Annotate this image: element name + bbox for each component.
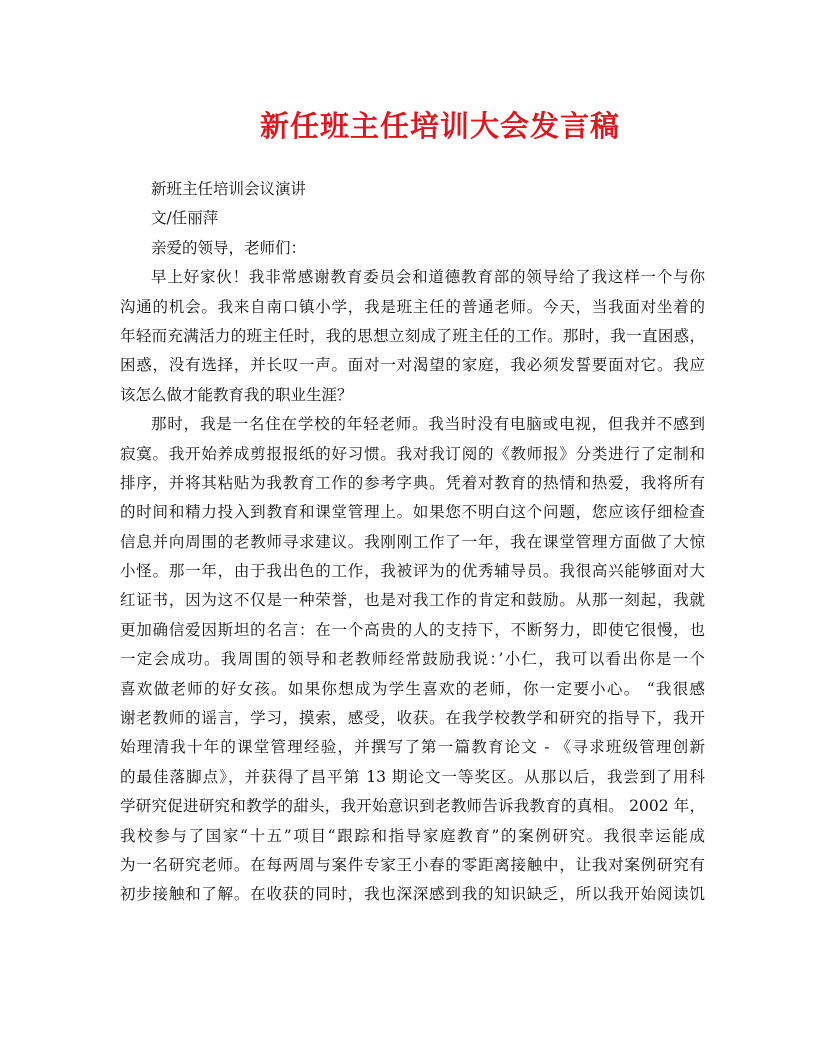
document-body: [120, 175, 705, 910]
paragraph-line: 排序，并将其粘贴为我教育工作的参考字典。凭着对教育的热情和热爱，我将所有: [120, 473, 705, 492]
paragraph-line: 始理清我十年的课堂管理经验，并撰写了第一篇教育论文 - 《寻求班级管理创新: [120, 738, 705, 757]
paragraph-line: 喜欢做老师的好女孩。如果你想成为学生喜欢的老师，你一定要小心。 “我很感: [120, 679, 705, 698]
paragraph-line: 寂寞。我开始养成剪报报纸的好习惯。我对我订阅的《教师报》分类进行了定制和: [120, 444, 705, 463]
paragraph-line: 初步接触和了解。在收获的同时，我也深深感到我的知识缺乏，所以我开始阅读饥: [120, 885, 705, 904]
paragraph-line: 红证书，因为这不仅是一种荣誉，也是对我工作的肯定和鼓励。从那一刻起，我就: [120, 591, 705, 610]
paragraph-line: 的时间和精力投入到教育和课堂管理上。如果您不明白这个问题，您应该仔细检查: [120, 503, 705, 522]
subtitle-line: 新班主任培训会议演讲: [151, 180, 307, 198]
paragraph-line: 年轻而充满活力的班主任时，我的思想立刻成了班主任的工作。那时，我一直困惑，: [120, 326, 705, 345]
salutation-line: 亲爱的领导，老师们：: [151, 238, 307, 257]
document-title: 新任班主任培训大会发言稿: [259, 109, 620, 143]
paragraph-line: 为一名研究老师。在每两周与案件专家王小春的零距离接触中，让我对案例研究有: [120, 855, 705, 874]
paragraph-line: 谢老教师的谣言，学习，摸索，感受，收获。在我学校教学和研究的指导下，我开: [120, 709, 705, 728]
paragraph-line: 一定会成功。我周围的领导和老教师经常鼓励我说：’小仁，我可以看出你是一个: [120, 650, 705, 669]
paragraph-line: 小怪。那一年，由于我出色的工作，我被评为的优秀辅导员。我很高兴能够面对大: [120, 562, 705, 581]
paragraph-line: 早上好家伙！我非常感谢教育委员会和道德教育部的领导给了我这样一个与你: [151, 268, 705, 287]
paragraph-line: 那时，我是一名住在学校的年轻老师。我当时没有电脑或电视，但我并不感到: [151, 415, 705, 434]
paragraph-line: 困惑，没有选择，并长叹一声。面对一对渴望的家庭，我必须发誓要面对它。我应: [120, 356, 705, 375]
paragraph-line: 沟通的机会。我来自南口镇小学，我是班主任的普通老师。今天，当我面对坐着的: [120, 297, 705, 316]
paragraph-line: 该怎么做才能教育我的职业生涯？: [120, 385, 353, 404]
paragraph-line: 的最佳落脚点》，并获得了昌平第 13 期论文一等奖区。从那以后，我尝到了用科: [120, 767, 705, 786]
author-line: 文/任丽萍: [151, 209, 219, 228]
paragraph-line: 信息并向周围的老教师寻求建议。我刚刚工作了一年，我在课堂管理方面做了大惊: [120, 532, 705, 551]
paragraph-line: 我校参与了国家“十五”项目“跟踪和指导家庭教育”的案例研究。我很幸运能成: [120, 826, 705, 845]
paragraph-line: 学研究促进研究和教学的甜头，我开始意识到老教师告诉我教育的真相。 2002 年，: [120, 797, 705, 816]
paragraph-line: 更加确信爱因斯坦的名言：在一个高贵的人的支持下，不断努力，即使它很慢，也: [120, 620, 705, 639]
